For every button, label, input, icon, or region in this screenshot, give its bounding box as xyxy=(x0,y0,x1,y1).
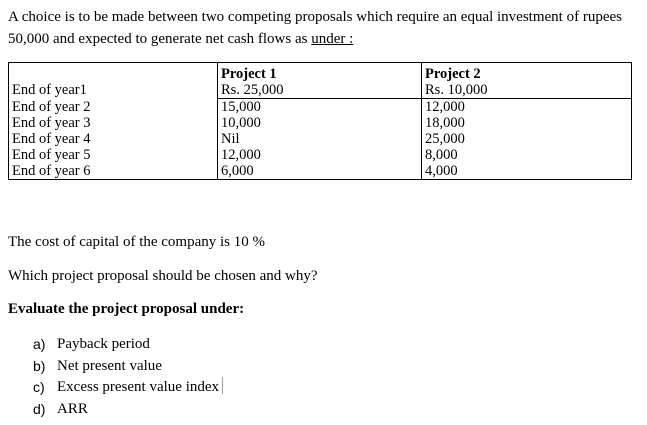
problem-statement xyxy=(8,6,638,50)
table-cell: Rs. 10,000 xyxy=(425,82,488,98)
table-cell: 8,000 xyxy=(425,147,458,163)
problem-statement-under: under : xyxy=(311,31,354,47)
list-item-label: Excess present value index xyxy=(57,379,220,395)
list-item xyxy=(33,334,223,356)
list-item-label: Payback period xyxy=(57,336,150,352)
list-item xyxy=(33,377,223,399)
list-item-label: Net present value xyxy=(57,357,162,374)
project-2-header xyxy=(422,63,632,99)
table-header-cell xyxy=(9,63,218,99)
evaluate-heading: Evaluate the project proposal under: xyxy=(8,301,245,317)
year-column xyxy=(9,99,218,180)
table-cell: End of year 2 xyxy=(12,98,91,115)
table-cell: 10,000 xyxy=(221,115,261,131)
question-text: Which project proposal should be chosen and why? xyxy=(8,268,318,284)
list-marker: b) xyxy=(33,357,46,374)
text-cursor xyxy=(222,377,223,394)
problem-statement-text: A choice is to be made between two competing proposals which require an equal investment of rupees 50,000 and expected to generate net cash flows as xyxy=(8,9,622,47)
table-header-row xyxy=(9,63,632,99)
table-cell: 4,000 xyxy=(425,163,458,179)
evaluation-methods-list xyxy=(33,334,223,420)
table-cell: 6,000 xyxy=(221,163,254,179)
table-cell: Nil xyxy=(221,131,240,147)
table-body-row xyxy=(9,99,632,180)
list-item xyxy=(33,399,223,421)
cash-flow-table xyxy=(8,62,632,180)
table-cell: 12,000 xyxy=(425,99,465,115)
cost-of-capital-text: The cost of capital of the company is 10 % xyxy=(8,234,266,250)
table-cell: End of year 3 xyxy=(12,114,91,131)
table-cell: 12,000 xyxy=(221,147,261,163)
table-cell: End of year1 xyxy=(12,82,87,98)
table-cell: 25,000 xyxy=(425,131,465,147)
table-cell: 18,000 xyxy=(425,115,465,131)
table-cell: End of year 6 xyxy=(12,162,91,179)
list-item-label: ARR xyxy=(57,400,88,417)
project-1-header xyxy=(218,63,422,99)
table-cell: 15,000 xyxy=(221,99,261,115)
table-cell: End of year 4 xyxy=(12,130,91,147)
list-marker: c) xyxy=(33,379,45,395)
list-item xyxy=(33,356,223,378)
table-cell: End of year 5 xyxy=(12,146,91,163)
project-1-title: Project 1 xyxy=(221,66,277,82)
list-marker: a) xyxy=(33,336,46,352)
project-1-column xyxy=(218,99,422,180)
project-2-column xyxy=(422,99,632,180)
list-marker: d) xyxy=(33,400,46,417)
table-cell: Rs. 25,000 xyxy=(221,82,284,98)
project-2-title: Project 2 xyxy=(425,66,481,82)
